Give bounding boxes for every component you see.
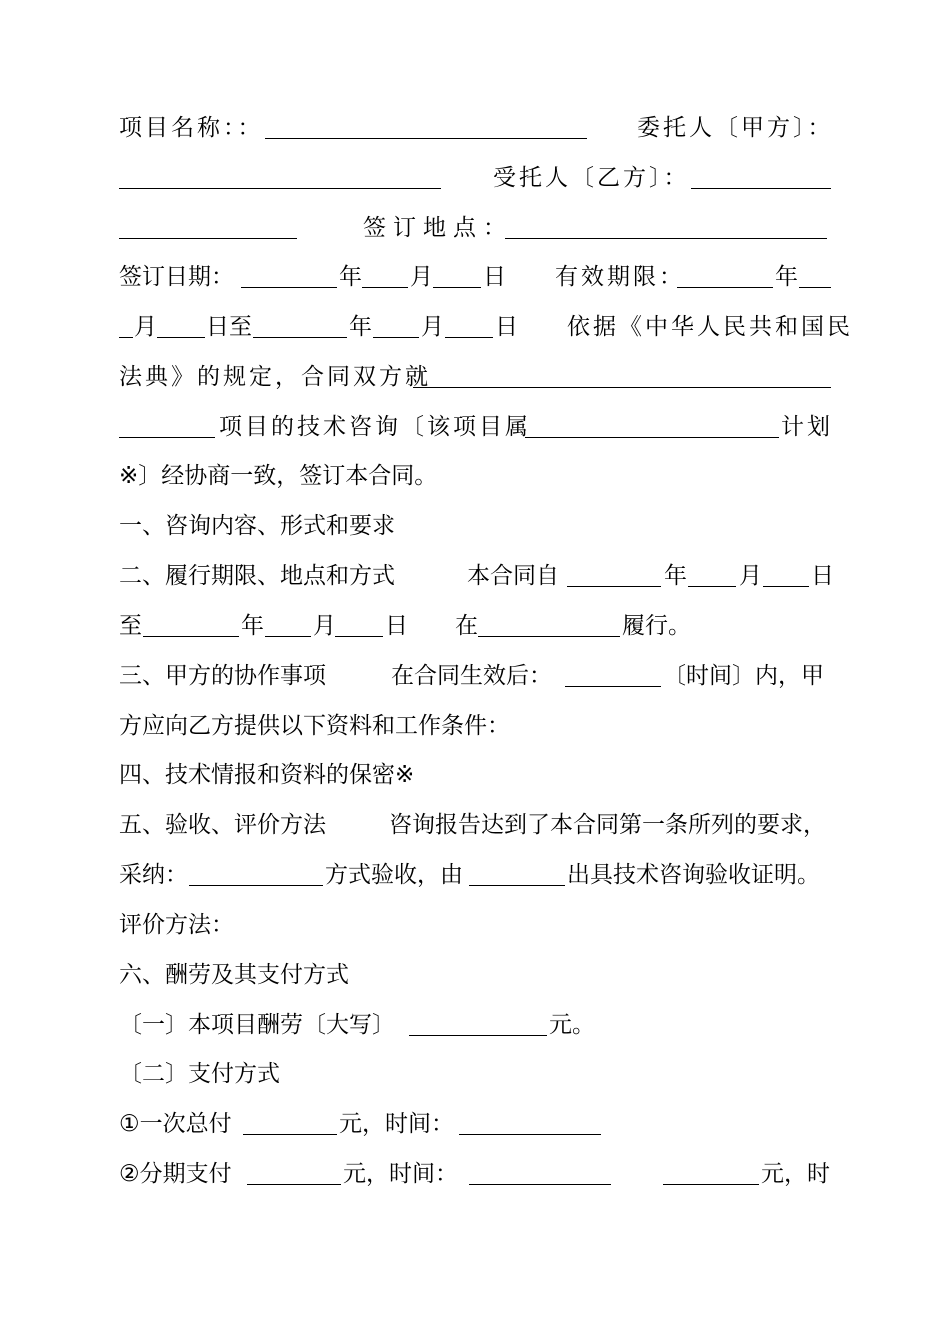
to-month-blank[interactable] <box>265 636 311 637</box>
year-char: 年 <box>241 613 264 639</box>
eval-label: 评价方法： <box>119 912 234 938</box>
end-day-blank[interactable] <box>445 337 493 338</box>
yuan-shi-text: 元，时 <box>761 1161 830 1187</box>
year-char: 年 <box>339 264 362 290</box>
contract-from-text: 本合同自 <box>467 563 559 589</box>
to-day-blank[interactable] <box>335 636 383 637</box>
installment-time-blank[interactable] <box>469 1184 611 1185</box>
line-consult <box>119 409 831 445</box>
client-blank[interactable] <box>119 188 441 189</box>
line-payment-method <box>119 1056 831 1092</box>
yuan-text: 元。 <box>549 1012 595 1038</box>
client-label: 委托人〔甲方〕： <box>637 115 834 141</box>
line-sign-place <box>119 210 831 246</box>
day-char: 日 <box>811 563 834 589</box>
after-effect-text: 在合同生效后： <box>391 663 552 689</box>
sign-place-blank[interactable] <box>505 238 827 239</box>
line-project-name <box>119 110 834 146</box>
installment-amount-2-blank[interactable] <box>663 1184 759 1185</box>
at-char: 在 <box>455 613 478 639</box>
line-eval <box>119 907 831 943</box>
day-to-text: 日至 <box>206 314 252 340</box>
day-char: 日 <box>483 264 506 290</box>
consult-text: 项目的技术咨询〔该项目属 <box>219 414 531 440</box>
from-year-blank[interactable] <box>567 586 661 587</box>
issuer-blank[interactable] <box>469 885 565 886</box>
project-name-blank[interactable] <box>265 138 587 139</box>
installment-amount-blank[interactable] <box>247 1184 341 1185</box>
yuan-time-text: 元，时间： <box>343 1161 458 1187</box>
from-day-blank[interactable] <box>763 586 809 587</box>
pay-once-time-blank[interactable] <box>459 1134 601 1135</box>
to-char: 至 <box>119 613 142 639</box>
agree-text: ※〕经协商一致，签订本合同。 <box>119 463 438 489</box>
section-1-title: 一、咨询内容、形式和要求 <box>119 513 395 539</box>
from-month-blank[interactable] <box>688 586 736 587</box>
day-char: 日 <box>495 314 518 340</box>
validity-month-blank-cont[interactable] <box>119 337 133 338</box>
trustee-blank-cont[interactable] <box>119 238 297 239</box>
to-year-blank[interactable] <box>143 636 239 637</box>
project-blank[interactable] <box>413 387 831 388</box>
plan-blank[interactable] <box>525 437 779 438</box>
sign-date-label: 签订日期： <box>119 264 234 290</box>
report-text: 咨询报告达到了本合同第一条所列的要求， <box>389 812 826 838</box>
section-3-title: 三、甲方的协作事项 <box>119 663 326 689</box>
section-3-heading <box>119 658 831 694</box>
section-5-heading <box>119 807 831 843</box>
day-char: 日 <box>385 613 408 639</box>
year-char: 年 <box>664 563 687 589</box>
perform-text: 履行。 <box>622 613 691 639</box>
line-remuneration <box>119 1007 831 1043</box>
sign-place-label: 签订地点： <box>363 215 513 241</box>
pay-once-label: ①一次总付 <box>119 1111 232 1137</box>
validity-label: 有效期限： <box>555 264 685 290</box>
time-text: 〔时间〕内，甲 <box>663 663 824 689</box>
section-2-heading <box>119 558 834 594</box>
month-char: 月 <box>739 563 762 589</box>
basis-text: 依据《中华人民共和国民 <box>567 314 853 340</box>
end-month-blank[interactable] <box>373 337 419 338</box>
pay-once-amount-blank[interactable] <box>243 1134 337 1135</box>
law-text: 法典》的规定，合同双方就 <box>119 364 431 390</box>
line-pay-once <box>119 1106 831 1142</box>
end-year-blank[interactable] <box>253 337 347 338</box>
sign-day-blank[interactable] <box>433 287 481 288</box>
section-6-title: 六、酬劳及其支付方式 <box>119 962 349 988</box>
section-6-heading <box>119 957 831 993</box>
pay-installment-label: ②分期支付 <box>119 1161 232 1187</box>
validity-year-blank[interactable] <box>677 287 773 288</box>
remuneration-label: 〔一〕本项目酬劳〔大写〕 <box>119 1012 395 1038</box>
method-text: 方式验收，由 <box>325 862 463 888</box>
plan-text: 计划 <box>781 414 833 440</box>
project-blank-cont[interactable] <box>119 437 215 438</box>
payment-method-label: 〔二〕支付方式 <box>119 1061 280 1087</box>
month-char: 月 <box>410 264 433 290</box>
yuan-time-text: 元，时间： <box>339 1111 454 1137</box>
line-law <box>119 359 831 395</box>
adopt-label: 采纳： <box>119 862 188 888</box>
line-section-3-cont <box>119 708 831 744</box>
project-name-label: 项目名称：： <box>119 115 264 141</box>
line-trustee <box>119 160 831 196</box>
sign-year-blank[interactable] <box>241 287 337 288</box>
section-2-title: 二、履行期限、地点和方式 <box>119 563 395 589</box>
method-blank[interactable] <box>189 885 323 886</box>
trustee-blank[interactable] <box>691 188 831 189</box>
place-blank[interactable] <box>478 636 620 637</box>
line-validity-cont <box>119 309 853 345</box>
year-char: 年 <box>775 264 798 290</box>
issue-text: 出具技术咨询验收证明。 <box>567 862 820 888</box>
section-5-title: 五、验收、评价方法 <box>119 812 326 838</box>
validity-day-blank[interactable] <box>157 337 205 338</box>
year-char: 年 <box>349 314 372 340</box>
amount-blank[interactable] <box>409 1035 547 1036</box>
line-term-to <box>119 608 831 644</box>
line-sign-date <box>119 259 831 295</box>
section-3-cont-text: 方应向乙方提供以下资料和工作条件： <box>119 713 510 739</box>
section-4-heading <box>119 757 831 793</box>
month-char: 月 <box>421 314 444 340</box>
section-1-heading <box>119 508 831 544</box>
trustee-label: 受托人〔乙方〕： <box>493 165 690 191</box>
line-agree <box>119 458 831 494</box>
month-char: 月 <box>134 314 157 340</box>
line-pay-installment <box>119 1156 831 1192</box>
sign-month-blank[interactable] <box>362 287 408 288</box>
section-4-title: 四、技术情报和资料的保密※ <box>119 762 415 788</box>
time-blank[interactable] <box>565 686 661 687</box>
validity-month-blank[interactable] <box>799 287 831 288</box>
line-adopt <box>119 857 831 893</box>
month-char: 月 <box>313 613 336 639</box>
